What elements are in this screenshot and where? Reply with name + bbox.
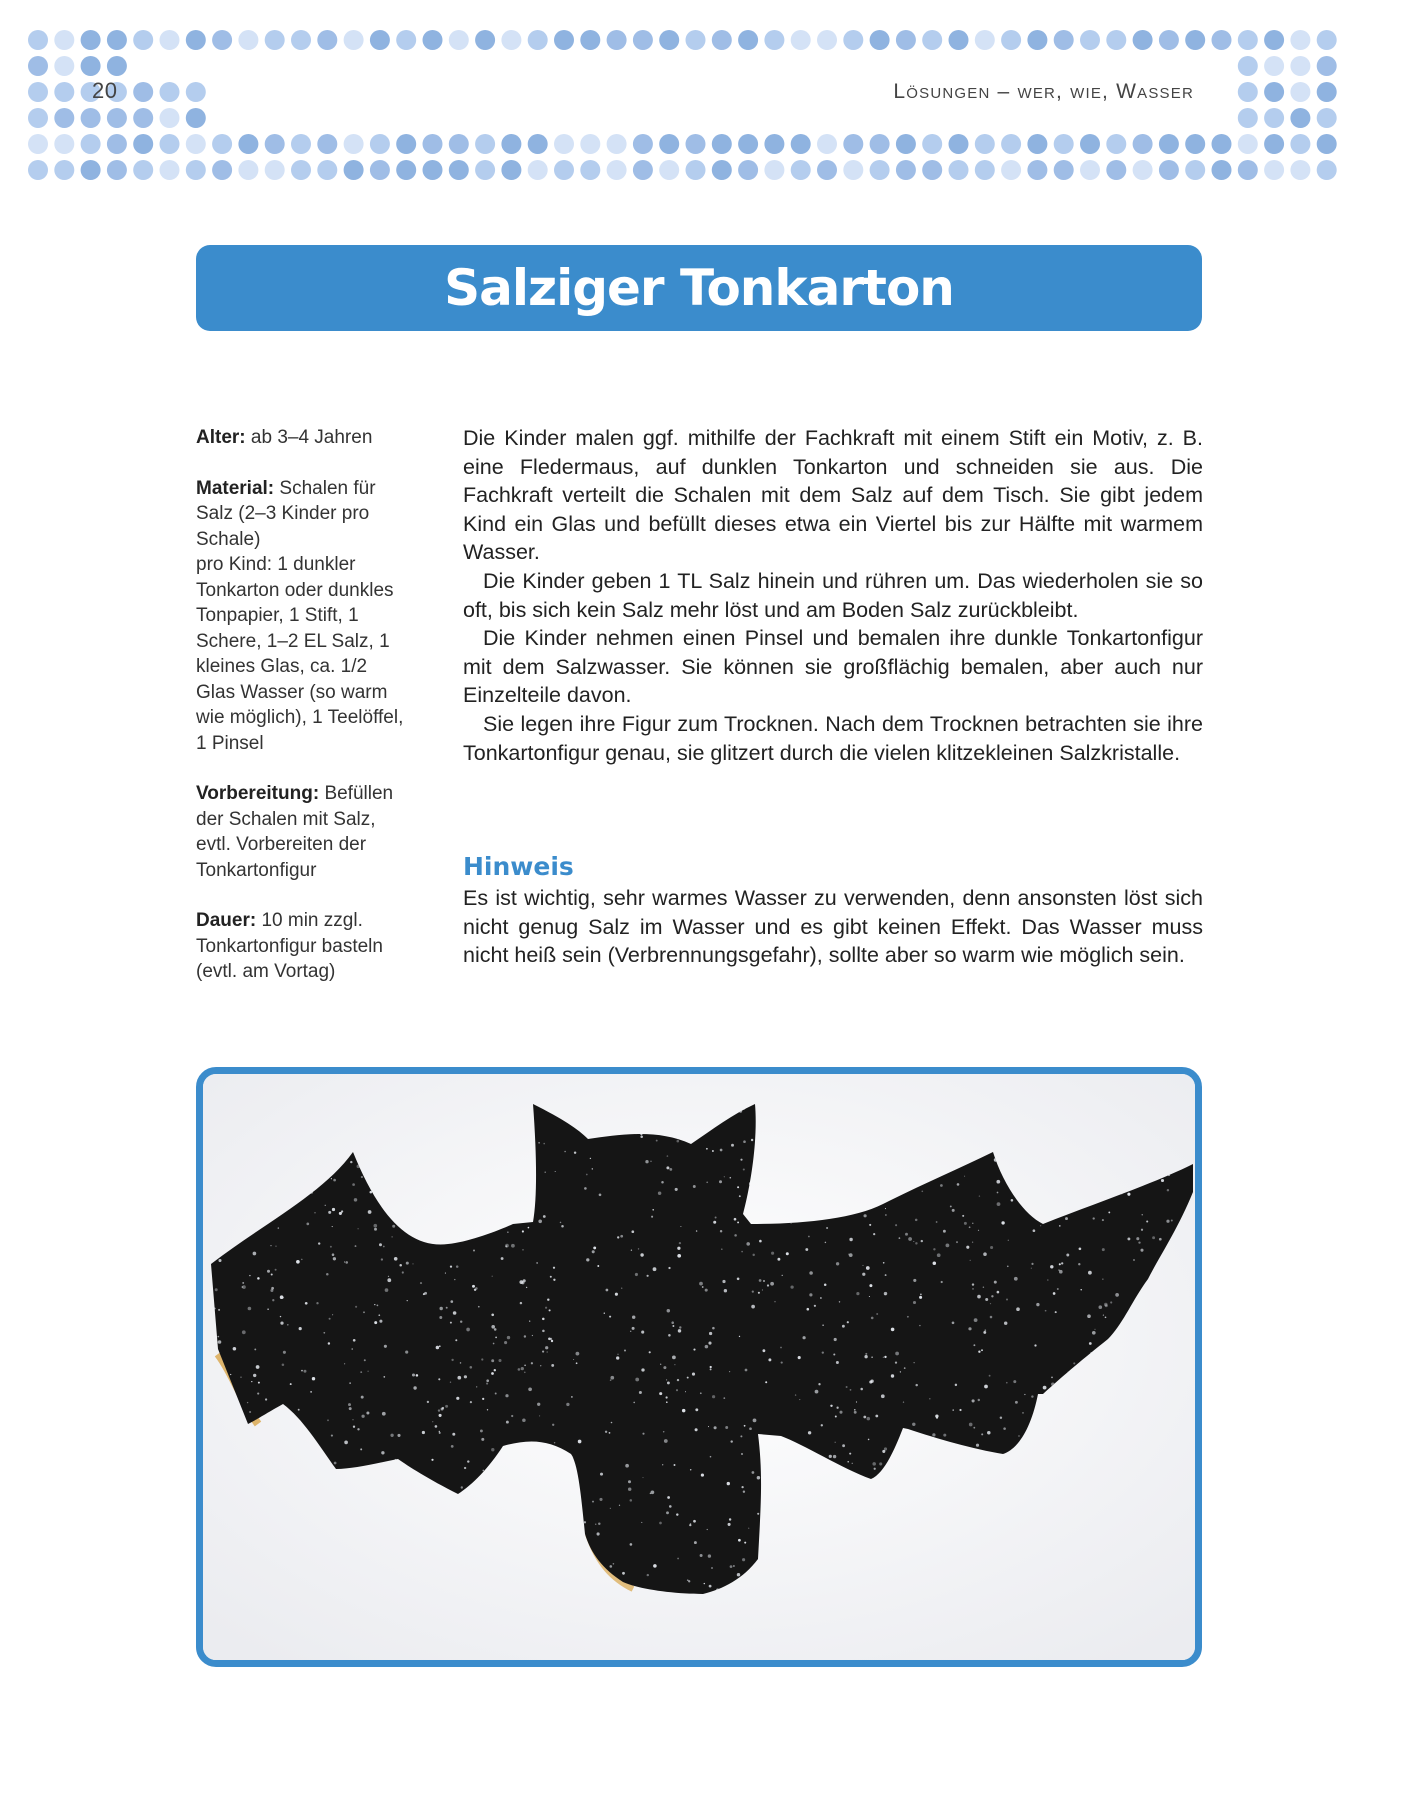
- bat-photo: [203, 1074, 1195, 1660]
- material-info: [196, 476, 406, 757]
- material-label: Material:: [196, 477, 275, 499]
- duration-value: 10 min zzgl. Tonkartonfigur basteln (evtl. am Vortag): [196, 910, 383, 982]
- preparation-info: [196, 781, 406, 883]
- age-value: ab 3–4 Jahren: [250, 427, 373, 448]
- material-value-1: Schalen für Salz (2–3 Kinder pro Schale): [196, 477, 376, 550]
- paragraph-1: Die Kinder malen ggf. mithilfe der Fachkraft mit einem Stift ein Motiv, z. B. eine Fledermaus, auf dunklen Tonkarton und schneiden sie aus. Die Fachkraft verteilt die Schalen mit dem Salz auf dem Tisch. Sie gibt jedem Kind ein Glas und befüllt dieses etwa ein Viertel bis zur Hälfte mit warmem Wasser.: [463, 426, 1203, 565]
- duration-info: [196, 908, 406, 985]
- age-info: [196, 425, 406, 451]
- age-label: Alter:: [196, 427, 246, 448]
- info-sidebar: [196, 425, 406, 1010]
- page-title: Salziger Tonkarton: [444, 259, 954, 317]
- paragraph-4: Sie legen ihre Figur zum Trocknen. Nach dem Trocknen betrachten sie ihre Tonkartonfigur genau, sie glitzert durch die vielen klitzekleinen Salzkristalle.: [463, 711, 1203, 765]
- preparation-value: Befüllen der Schalen mit Salz, evtl. Vorbereiten der Tonkartonfigur: [196, 783, 394, 881]
- paragraph-2: Die Kinder geben 1 TL Salz hinein und rühren um. Das wiederholen sie so oft, bis sich kein Salz mehr löst und am Boden Salz zurückbleibt.: [463, 568, 1203, 622]
- duration-label: Dauer:: [196, 910, 257, 931]
- hint-text: Es ist wichtig, sehr warmes Wasser zu verwenden, denn ansonsten löst sich nicht genug Salz im Wasser und es gibt keinen Effekt. Das Wasser muss nicht heiß sein (Verbrennungsgefahr), sollte aber so warm wie möglich sein.: [463, 886, 1203, 968]
- running-head: Lösungen – wer, wie, Wasser: [887, 80, 1200, 104]
- instructions-text: [463, 424, 1203, 767]
- photo-frame: [196, 1067, 1202, 1667]
- material-value-2: pro Kind: 1 dunkler Tonkarton oder dunkles Tonpapier, 1 Stift, 1 Schere, 1–2 EL Salz, 1 kleines Glas, ca. 1/2 Glas Wasser (so warm wie möglich), 1 Teelöffel, 1 Pinsel: [196, 554, 404, 754]
- preparation-label: Vorbereitung:: [196, 783, 320, 804]
- hint-heading: Hinweis: [463, 852, 574, 881]
- title-banner: [196, 245, 1202, 331]
- paragraph-3: Die Kinder nehmen einen Pinsel und bemalen ihre dunkle Tonkartonfigur mit dem Salzwasser. Sie können sie großflächig bemalen, aber auch nur Einzelteile davon.: [463, 626, 1203, 708]
- page-number: 20: [92, 78, 118, 103]
